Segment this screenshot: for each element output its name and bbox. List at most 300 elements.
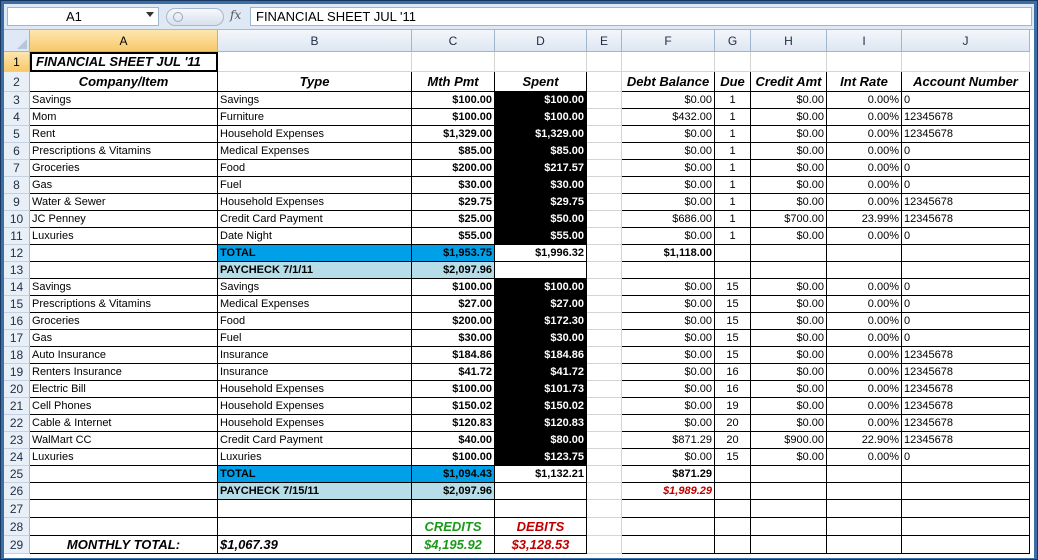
cell-h29[interactable] <box>751 536 827 554</box>
cell-e4[interactable] <box>587 109 622 126</box>
cell-j7[interactable]: 0 <box>902 160 1030 177</box>
cell-f3[interactable]: $0.00 <box>622 92 715 109</box>
cell-j12[interactable] <box>902 245 1030 262</box>
cell-h24[interactable]: $0.00 <box>751 449 827 466</box>
cell-b28[interactable] <box>218 518 412 536</box>
cell-j4[interactable]: 12345678 <box>902 109 1030 126</box>
cell-i9[interactable]: 0.00% <box>827 194 902 211</box>
cell-h26[interactable] <box>751 483 827 500</box>
cell-i6[interactable]: 0.00% <box>827 143 902 160</box>
row-header-17[interactable]: 17 <box>4 330 30 347</box>
cell-b25[interactable]: TOTAL <box>218 466 412 483</box>
cell-j11[interactable]: 0 <box>902 228 1030 245</box>
cell-h16[interactable]: $0.00 <box>751 313 827 330</box>
cell-g29[interactable] <box>715 536 751 554</box>
cell-g10[interactable]: 1 <box>715 211 751 228</box>
cell-a16[interactable]: Groceries <box>30 313 218 330</box>
cell-b3[interactable]: Savings <box>218 92 412 109</box>
cell-d13[interactable] <box>495 262 587 279</box>
cell-e16[interactable] <box>587 313 622 330</box>
cell-c3[interactable]: $100.00 <box>412 92 495 109</box>
cell-i20[interactable]: 0.00% <box>827 381 902 398</box>
cell-b15[interactable]: Medical Expenses <box>218 296 412 313</box>
cell-b13[interactable]: PAYCHECK 7/1/11 <box>218 262 412 279</box>
cell-d2[interactable]: Spent <box>495 72 587 92</box>
cell-a1[interactable]: FINANCIAL SHEET JUL '11 <box>30 52 218 72</box>
row-header-6[interactable]: 6 <box>4 143 30 160</box>
cell-e27[interactable] <box>587 500 622 518</box>
cell-a11[interactable]: Luxuries <box>30 228 218 245</box>
cell-j23[interactable]: 12345678 <box>902 432 1030 449</box>
row-header-27[interactable]: 27 <box>4 500 30 518</box>
row-header-1[interactable]: 1 <box>4 52 30 72</box>
column-header-j[interactable]: J <box>902 30 1030 52</box>
cell-i7[interactable]: 0.00% <box>827 160 902 177</box>
cell-d5[interactable]: $1,329.00 <box>495 126 587 143</box>
cell-c17[interactable]: $30.00 <box>412 330 495 347</box>
cell-e12[interactable] <box>587 245 622 262</box>
cell-a21[interactable]: Cell Phones <box>30 398 218 415</box>
cell-f16[interactable]: $0.00 <box>622 313 715 330</box>
row-header-5[interactable]: 5 <box>4 126 30 143</box>
cell-c24[interactable]: $100.00 <box>412 449 495 466</box>
cell-b24[interactable]: Luxuries <box>218 449 412 466</box>
cell-f19[interactable]: $0.00 <box>622 364 715 381</box>
cell-h18[interactable]: $0.00 <box>751 347 827 364</box>
cell-h7[interactable]: $0.00 <box>751 160 827 177</box>
cell-b17[interactable]: Fuel <box>218 330 412 347</box>
cell-f27[interactable] <box>622 500 715 518</box>
cell-e15[interactable] <box>587 296 622 313</box>
cell-e14[interactable] <box>587 279 622 296</box>
cell-j10[interactable]: 12345678 <box>902 211 1030 228</box>
cell-b10[interactable]: Credit Card Payment <box>218 211 412 228</box>
column-header-d[interactable]: D <box>495 30 587 52</box>
cell-e23[interactable] <box>587 432 622 449</box>
cell-f5[interactable]: $0.00 <box>622 126 715 143</box>
cell-h25[interactable] <box>751 466 827 483</box>
cell-b2[interactable]: Type <box>218 72 412 92</box>
name-box[interactable]: A1 <box>7 7 159 26</box>
row-header-9[interactable]: 9 <box>4 194 30 211</box>
cell-j8[interactable]: 0 <box>902 177 1030 194</box>
cell-h9[interactable]: $0.00 <box>751 194 827 211</box>
row-header-24[interactable]: 24 <box>4 449 30 466</box>
row-header-26[interactable]: 26 <box>4 483 30 500</box>
cell-j17[interactable]: 0 <box>902 330 1030 347</box>
cell-d22[interactable]: $120.83 <box>495 415 587 432</box>
cell-a5[interactable]: Rent <box>30 126 218 143</box>
cell-g7[interactable]: 1 <box>715 160 751 177</box>
cell-i18[interactable]: 0.00% <box>827 347 902 364</box>
cell-d29[interactable]: $3,128.53 <box>495 536 587 554</box>
cell-c18[interactable]: $184.86 <box>412 347 495 364</box>
cell-j29[interactable] <box>902 536 1030 554</box>
cell-c11[interactable]: $55.00 <box>412 228 495 245</box>
cell-j9[interactable]: 12345678 <box>902 194 1030 211</box>
cell-c2[interactable]: Mth Pmt <box>412 72 495 92</box>
cell-h28[interactable] <box>751 518 827 536</box>
cell-h2[interactable]: Credit Amt <box>751 72 827 92</box>
row-header-18[interactable]: 18 <box>4 347 30 364</box>
cell-i10[interactable]: 23.99% <box>827 211 902 228</box>
cell-f21[interactable]: $0.00 <box>622 398 715 415</box>
row-header-15[interactable]: 15 <box>4 296 30 313</box>
row-header-25[interactable]: 25 <box>4 466 30 483</box>
cell-c23[interactable]: $40.00 <box>412 432 495 449</box>
cell-d7[interactable]: $217.57 <box>495 160 587 177</box>
cell-a25[interactable] <box>30 466 218 483</box>
cell-h5[interactable]: $0.00 <box>751 126 827 143</box>
cell-e22[interactable] <box>587 415 622 432</box>
row-header-16[interactable]: 16 <box>4 313 30 330</box>
cell-b19[interactable]: Insurance <box>218 364 412 381</box>
cell-b23[interactable]: Credit Card Payment <box>218 432 412 449</box>
cell-b21[interactable]: Household Expenses <box>218 398 412 415</box>
row-header-7[interactable]: 7 <box>4 160 30 177</box>
cell-b27[interactable] <box>218 500 412 518</box>
cell-a10[interactable]: JC Penney <box>30 211 218 228</box>
cell-d19[interactable]: $41.72 <box>495 364 587 381</box>
row-header-13[interactable]: 13 <box>4 262 30 279</box>
cell-j26[interactable] <box>902 483 1030 500</box>
cell-g13[interactable] <box>715 262 751 279</box>
cell-a12[interactable] <box>30 245 218 262</box>
row-header-21[interactable]: 21 <box>4 398 30 415</box>
cell-j16[interactable]: 0 <box>902 313 1030 330</box>
cell-e17[interactable] <box>587 330 622 347</box>
cell-j20[interactable]: 12345678 <box>902 381 1030 398</box>
cell-c9[interactable]: $29.75 <box>412 194 495 211</box>
cell-i21[interactable]: 0.00% <box>827 398 902 415</box>
cell-b7[interactable]: Food <box>218 160 412 177</box>
cell-f15[interactable]: $0.00 <box>622 296 715 313</box>
cell-h22[interactable]: $0.00 <box>751 415 827 432</box>
cell-j14[interactable]: 0 <box>902 279 1030 296</box>
cell-i25[interactable] <box>827 466 902 483</box>
cell-d1[interactable] <box>495 52 587 72</box>
cell-c4[interactable]: $100.00 <box>412 109 495 126</box>
cell-d8[interactable]: $30.00 <box>495 177 587 194</box>
cell-e28[interactable] <box>587 518 622 536</box>
cell-b1[interactable] <box>218 52 412 72</box>
cell-g25[interactable] <box>715 466 751 483</box>
cell-g19[interactable]: 16 <box>715 364 751 381</box>
cell-h19[interactable]: $0.00 <box>751 364 827 381</box>
cell-h8[interactable]: $0.00 <box>751 177 827 194</box>
cell-j1[interactable] <box>902 52 1030 72</box>
cell-g26[interactable] <box>715 483 751 500</box>
cell-i14[interactable]: 0.00% <box>827 279 902 296</box>
cell-e2[interactable] <box>587 72 622 92</box>
cell-a28[interactable] <box>30 518 218 536</box>
cell-a27[interactable] <box>30 500 218 518</box>
cell-f4[interactable]: $432.00 <box>622 109 715 126</box>
cell-j22[interactable]: 12345678 <box>902 415 1030 432</box>
cell-e10[interactable] <box>587 211 622 228</box>
cell-a24[interactable]: Luxuries <box>30 449 218 466</box>
cell-g11[interactable]: 1 <box>715 228 751 245</box>
cell-g28[interactable] <box>715 518 751 536</box>
cell-e5[interactable] <box>587 126 622 143</box>
cell-e6[interactable] <box>587 143 622 160</box>
cell-h15[interactable]: $0.00 <box>751 296 827 313</box>
cell-g1[interactable] <box>715 52 751 72</box>
cell-a4[interactable]: Mom <box>30 109 218 126</box>
column-header-a[interactable]: A <box>30 30 218 52</box>
cell-e24[interactable] <box>587 449 622 466</box>
row-header-19[interactable]: 19 <box>4 364 30 381</box>
cell-f11[interactable]: $0.00 <box>622 228 715 245</box>
row-header-2[interactable]: 2 <box>4 72 30 92</box>
row-header-20[interactable]: 20 <box>4 381 30 398</box>
cell-d6[interactable]: $85.00 <box>495 143 587 160</box>
cell-b6[interactable]: Medical Expenses <box>218 143 412 160</box>
cell-c15[interactable]: $27.00 <box>412 296 495 313</box>
cell-e11[interactable] <box>587 228 622 245</box>
cell-d25[interactable]: $1,132.21 <box>495 466 587 483</box>
cell-i28[interactable] <box>827 518 902 536</box>
cell-h27[interactable] <box>751 500 827 518</box>
cell-f1[interactable] <box>622 52 715 72</box>
cell-e21[interactable] <box>587 398 622 415</box>
cell-j13[interactable] <box>902 262 1030 279</box>
cell-b4[interactable]: Furniture <box>218 109 412 126</box>
cell-h20[interactable]: $0.00 <box>751 381 827 398</box>
cell-j6[interactable]: 0 <box>902 143 1030 160</box>
cell-d27[interactable] <box>495 500 587 518</box>
cell-d10[interactable]: $50.00 <box>495 211 587 228</box>
cell-j15[interactable]: 0 <box>902 296 1030 313</box>
cell-a26[interactable] <box>30 483 218 500</box>
cell-j3[interactable]: 0 <box>902 92 1030 109</box>
cell-d12[interactable]: $1,996.32 <box>495 245 587 262</box>
cell-c13[interactable]: $2,097.96 <box>412 262 495 279</box>
cell-i19[interactable]: 0.00% <box>827 364 902 381</box>
cell-e13[interactable] <box>587 262 622 279</box>
cell-f22[interactable]: $0.00 <box>622 415 715 432</box>
cell-d14[interactable]: $100.00 <box>495 279 587 296</box>
cell-d24[interactable]: $123.75 <box>495 449 587 466</box>
cell-d3[interactable]: $100.00 <box>495 92 587 109</box>
cell-f25[interactable]: $871.29 <box>622 466 715 483</box>
cell-c26[interactable]: $2,097.96 <box>412 483 495 500</box>
cell-d16[interactable]: $172.30 <box>495 313 587 330</box>
cell-b5[interactable]: Household Expenses <box>218 126 412 143</box>
cell-i13[interactable] <box>827 262 902 279</box>
cell-c20[interactable]: $100.00 <box>412 381 495 398</box>
cell-c19[interactable]: $41.72 <box>412 364 495 381</box>
cell-f28[interactable] <box>622 518 715 536</box>
cell-i27[interactable] <box>827 500 902 518</box>
cell-d15[interactable]: $27.00 <box>495 296 587 313</box>
cell-h13[interactable] <box>751 262 827 279</box>
select-all-button[interactable] <box>4 30 30 52</box>
row-header-3[interactable]: 3 <box>4 92 30 109</box>
cell-c16[interactable]: $200.00 <box>412 313 495 330</box>
cell-g21[interactable]: 19 <box>715 398 751 415</box>
cell-j19[interactable]: 12345678 <box>902 364 1030 381</box>
cell-f12[interactable]: $1,118.00 <box>622 245 715 262</box>
cell-g2[interactable]: Due <box>715 72 751 92</box>
cell-h17[interactable]: $0.00 <box>751 330 827 347</box>
row-header-12[interactable]: 12 <box>4 245 30 262</box>
insert-function-icon[interactable]: fx <box>230 8 242 22</box>
cell-i5[interactable]: 0.00% <box>827 126 902 143</box>
cell-f10[interactable]: $686.00 <box>622 211 715 228</box>
cell-j24[interactable]: 0 <box>902 449 1030 466</box>
cell-i12[interactable] <box>827 245 902 262</box>
column-header-i[interactable]: I <box>827 30 902 52</box>
row-header-23[interactable]: 23 <box>4 432 30 449</box>
cell-d9[interactable]: $29.75 <box>495 194 587 211</box>
cell-b12[interactable]: TOTAL <box>218 245 412 262</box>
cell-g14[interactable]: 15 <box>715 279 751 296</box>
cell-e19[interactable] <box>587 364 622 381</box>
row-header-4[interactable]: 4 <box>4 109 30 126</box>
column-header-h[interactable]: H <box>751 30 827 52</box>
cell-b29[interactable]: $1,067.39 <box>218 536 412 554</box>
cell-a22[interactable]: Cable & Internet <box>30 415 218 432</box>
cell-h10[interactable]: $700.00 <box>751 211 827 228</box>
cell-i29[interactable] <box>827 536 902 554</box>
cell-b14[interactable]: Savings <box>218 279 412 296</box>
cell-e1[interactable] <box>587 52 622 72</box>
cell-f2[interactable]: Debt Balance <box>622 72 715 92</box>
column-header-c[interactable]: C <box>412 30 495 52</box>
row-header-28[interactable]: 28 <box>4 518 30 536</box>
cell-e7[interactable] <box>587 160 622 177</box>
cell-i16[interactable]: 0.00% <box>827 313 902 330</box>
cell-i17[interactable]: 0.00% <box>827 330 902 347</box>
formula-bar-toggle[interactable] <box>166 8 224 26</box>
cell-a18[interactable]: Auto Insurance <box>30 347 218 364</box>
cell-c22[interactable]: $120.83 <box>412 415 495 432</box>
column-header-b[interactable]: B <box>218 30 412 52</box>
cell-b11[interactable]: Date Night <box>218 228 412 245</box>
cell-d26[interactable] <box>495 483 587 500</box>
cell-j25[interactable] <box>902 466 1030 483</box>
cell-c28[interactable]: CREDITS <box>412 518 495 536</box>
cell-d21[interactable]: $150.02 <box>495 398 587 415</box>
cell-i24[interactable]: 0.00% <box>827 449 902 466</box>
cell-a23[interactable]: WalMart CC <box>30 432 218 449</box>
cell-i11[interactable]: 0.00% <box>827 228 902 245</box>
cell-i23[interactable]: 22.90% <box>827 432 902 449</box>
cell-e18[interactable] <box>587 347 622 364</box>
cell-a13[interactable] <box>30 262 218 279</box>
cell-e26[interactable] <box>587 483 622 500</box>
cell-i22[interactable]: 0.00% <box>827 415 902 432</box>
cell-j18[interactable]: 12345678 <box>902 347 1030 364</box>
formula-input[interactable]: FINANCIAL SHEET JUL '11 <box>250 7 1032 26</box>
cell-d20[interactable]: $101.73 <box>495 381 587 398</box>
row-header-8[interactable]: 8 <box>4 177 30 194</box>
cell-h3[interactable]: $0.00 <box>751 92 827 109</box>
cell-c29[interactable]: $4,195.92 <box>412 536 495 554</box>
cell-d18[interactable]: $184.86 <box>495 347 587 364</box>
cell-g4[interactable]: 1 <box>715 109 751 126</box>
cell-g5[interactable]: 1 <box>715 126 751 143</box>
cell-a8[interactable]: Gas <box>30 177 218 194</box>
cell-e20[interactable] <box>587 381 622 398</box>
cell-g17[interactable]: 15 <box>715 330 751 347</box>
cell-e3[interactable] <box>587 92 622 109</box>
cell-c1[interactable] <box>412 52 495 72</box>
cell-g23[interactable]: 20 <box>715 432 751 449</box>
cell-a29[interactable]: MONTHLY TOTAL: <box>30 536 218 554</box>
cell-h11[interactable]: $0.00 <box>751 228 827 245</box>
cell-e25[interactable] <box>587 466 622 483</box>
cell-c8[interactable]: $30.00 <box>412 177 495 194</box>
cell-g12[interactable] <box>715 245 751 262</box>
column-header-g[interactable]: G <box>715 30 751 52</box>
cell-f23[interactable]: $871.29 <box>622 432 715 449</box>
cell-i1[interactable] <box>827 52 902 72</box>
cell-a15[interactable]: Prescriptions & Vitamins <box>30 296 218 313</box>
cell-b18[interactable]: Insurance <box>218 347 412 364</box>
cell-g20[interactable]: 16 <box>715 381 751 398</box>
cell-g24[interactable]: 15 <box>715 449 751 466</box>
cell-g16[interactable]: 15 <box>715 313 751 330</box>
cell-b16[interactable]: Food <box>218 313 412 330</box>
cell-a19[interactable]: Renters Insurance <box>30 364 218 381</box>
cell-d17[interactable]: $30.00 <box>495 330 587 347</box>
cell-c6[interactable]: $85.00 <box>412 143 495 160</box>
cell-b20[interactable]: Household Expenses <box>218 381 412 398</box>
cell-b22[interactable]: Household Expenses <box>218 415 412 432</box>
cell-f29[interactable] <box>622 536 715 554</box>
row-header-14[interactable]: 14 <box>4 279 30 296</box>
cell-i3[interactable]: 0.00% <box>827 92 902 109</box>
cell-g27[interactable] <box>715 500 751 518</box>
cell-c27[interactable] <box>412 500 495 518</box>
cell-g3[interactable]: 1 <box>715 92 751 109</box>
cell-d11[interactable]: $55.00 <box>495 228 587 245</box>
cell-g15[interactable]: 15 <box>715 296 751 313</box>
cell-h4[interactable]: $0.00 <box>751 109 827 126</box>
cell-a20[interactable]: Electric Bill <box>30 381 218 398</box>
cell-c21[interactable]: $150.02 <box>412 398 495 415</box>
cell-c12[interactable]: $1,953.75 <box>412 245 495 262</box>
cell-a6[interactable]: Prescriptions & Vitamins <box>30 143 218 160</box>
cell-h1[interactable] <box>751 52 827 72</box>
cell-i4[interactable]: 0.00% <box>827 109 902 126</box>
cell-i2[interactable]: Int Rate <box>827 72 902 92</box>
cell-f24[interactable]: $0.00 <box>622 449 715 466</box>
cell-h12[interactable] <box>751 245 827 262</box>
cell-d23[interactable]: $80.00 <box>495 432 587 449</box>
cell-c14[interactable]: $100.00 <box>412 279 495 296</box>
cell-e9[interactable] <box>587 194 622 211</box>
cell-j27[interactable] <box>902 500 1030 518</box>
cell-g8[interactable]: 1 <box>715 177 751 194</box>
cell-e29[interactable] <box>587 536 622 554</box>
cell-j21[interactable]: 12345678 <box>902 398 1030 415</box>
cell-i26[interactable] <box>827 483 902 500</box>
row-header-11[interactable]: 11 <box>4 228 30 245</box>
cell-f14[interactable]: $0.00 <box>622 279 715 296</box>
cell-c5[interactable]: $1,329.00 <box>412 126 495 143</box>
cell-f6[interactable]: $0.00 <box>622 143 715 160</box>
cell-c7[interactable]: $200.00 <box>412 160 495 177</box>
cell-h21[interactable]: $0.00 <box>751 398 827 415</box>
column-header-e[interactable]: E <box>587 30 622 52</box>
cell-h6[interactable]: $0.00 <box>751 143 827 160</box>
cell-j5[interactable]: 12345678 <box>902 126 1030 143</box>
cell-f26[interactable]: $1,989.29 <box>622 483 715 500</box>
cell-d28[interactable]: DEBITS <box>495 518 587 536</box>
